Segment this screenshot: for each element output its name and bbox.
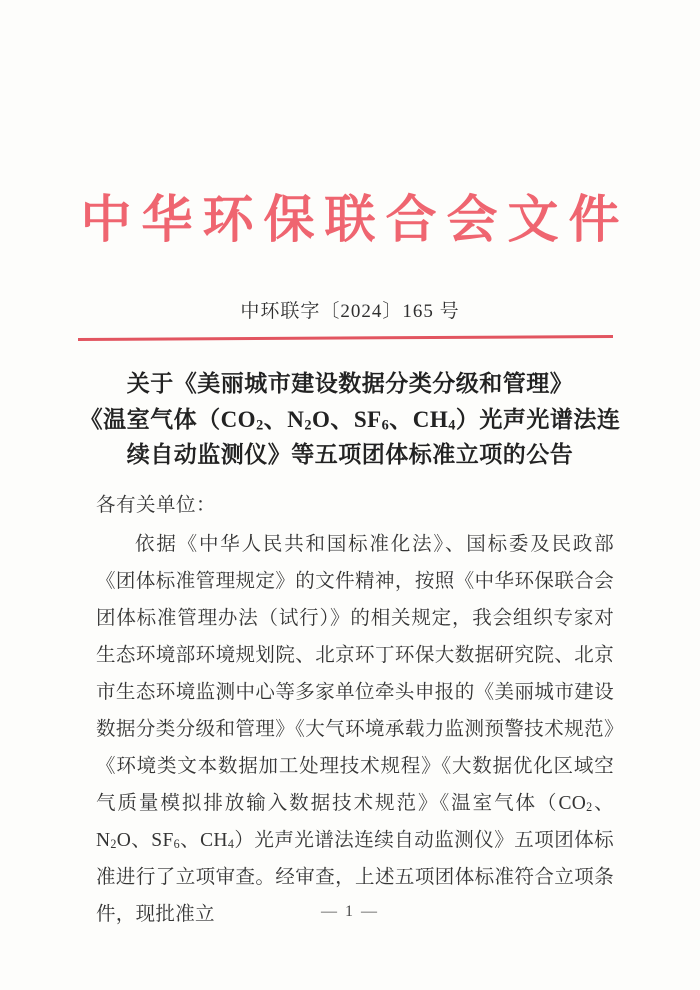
notice-body: [96, 486, 614, 933]
page-number: — 1 —: [321, 903, 379, 920]
letterhead-divider: [78, 335, 613, 340]
document-number: 中环联字〔2024〕165 号: [240, 301, 460, 322]
notice-title-line: 关于《美丽城市建设数据分类分级和管理》: [126, 371, 574, 396]
letterhead-org-title: 中华环保联合会文件: [80, 193, 630, 249]
notice-title-line: 续自动监测仪》等五项团体标准立项的公告: [126, 442, 574, 467]
notice-title: [40, 366, 660, 473]
notice-paragraph: 依据《中华人民共和国标准化法》、国标委及民政部《团体标准管理规定》的文件精神，按照《中华环保联合会团体标准管理办法（试行）》的相关规定，我会组织专家对生态环境部环境规划院、北京环丁环保大数据研究院、北京市生态环境监测中心等多家单位牵头申报的《美丽城市建设数据分类分级和管理》《大气环境承载力监测预警技术规范》《环境类文本数据加工处理技术规程》《大数据优化区域空气质量模拟排放输入数据技术规范》《温室气体（$CO_2$、$N_2O$、$SF_6$、$CH_4$）光声光谱法连续自动监测仪》五项团体标准进行了立项审查。经审查，上述五项团体标准符合立项条件，现批准立: [96, 534, 614, 925]
salutation: 各有关单位：: [96, 495, 217, 516]
notice-title-line: 《温室气体（$CO_2$、$N_2O$、$SF_6$、$CH_4$）光声光谱法连: [79, 406, 621, 434]
